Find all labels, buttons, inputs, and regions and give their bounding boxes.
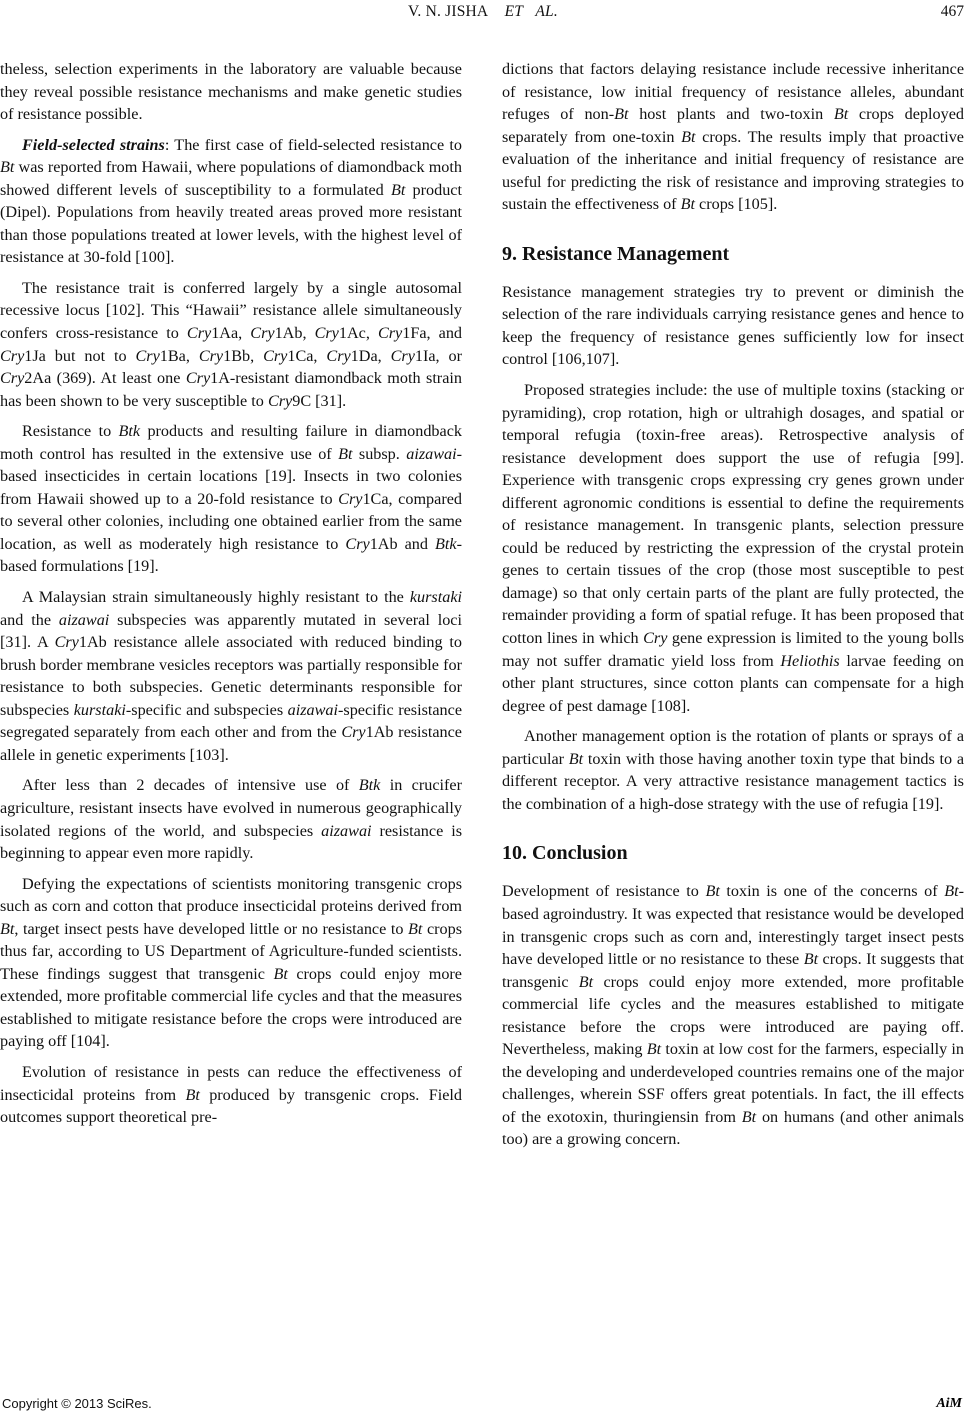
run-in-heading: Field-selected strains <box>22 135 165 154</box>
paragraph: dictions that factors delaying resistance include recessive inheritance of resistance, low initial frequency of resistance alleles, abundant refuges of non-Bt host plants and two-toxin Bt crops deployed separately from one-toxin Bt crops. The results imply that proactive evaluation of the inheritance and initial frequency of resistance are useful for predicting the risk of resistance and improving strategies to sustain the effectiveness of Bt crops [105]. <box>502 60 964 214</box>
running-head-authors: V. N. JISHA ET AL. <box>408 3 558 20</box>
paragraph: Resistance to Btk products and resulting failure in diamondback moth control has resulted in the extensive use of Bt subsp. aizawai-based insecticides in certain locations [19]. Insects in two colonies from Hawaii showed up to a 20-fold resistance to Cry1Ca, compared to several other colonies, including one obtained earlier from the same location, as well as moderately high resistance to Cry1Ab and Btk-based formulations [19]. <box>0 422 462 576</box>
paragraph: Proposed strategies include: the use of multiple toxins (stacking or pyramiding), crop rotation, high or ultrahigh dosages, and spatial or temporal refugia (toxin-free areas). Retrospective analysis of resistance development does support the use of refugia [99]. Experience with transgenic crops expressing cry genes grown under different agronomic conditions is essential to define the requirements of resistance management. In transgenic plants, selection pressure could be reduced by restricting the expression of the crystal protein genes to certain tissues of the crop (those most susceptible to pest damage) so that only certain parts of the plant are fully protected, the remainder providing a form of spatial refuge. It has been proposed that cotton lines in which Cry gene expression is limited to the young bolls may not suffer dramatic yield loss from Heliothis larvae feeding on other plant structures, since cotton plants can compensate for a high degree of pest damage [108]. <box>502 381 964 715</box>
paragraph: After less than 2 decades of intensive use of Btk in crucifer agriculture, resistant insects have evolved in numerous geographically isolated regions of the world, and subspecies aizawai resistance is beginning to appear even more rapidly. <box>0 776 462 863</box>
paragraph: The resistance trait is conferred largely by a single autosomal recessive locus [102]. This “Hawaii” resistance allele simultaneously confers cross-resistance to Cry1Aa, Cry1Ab, Cry1Ac, Cry1Fa, and Cry1Ja but not to Cry1Ba, Cry1Bb, Cry1Ca, Cry1Da, Cry1Ia, or Cry2Aa (369). At least one Cry1A-resistant diamondback moth strain has been shown to be very susceptible to Cry9C [31]. <box>0 278 463 410</box>
paragraph: Defying the expectations of scientists monitoring transgenic crops such as corn and cotton that produce insecticidal proteins derived from Bt, target insect pests have developed little or no resistance to Bt crops thus far, according to US Department of Agriculture-funded scientists. These findings suggest that transgenic Bt crops could enjoy more extended, more profitable commercial life cycles and that the measures established to mitigate resistance before the crops were introduced are paying off [104]. <box>0 874 463 1051</box>
paragraph-field-selected: Field-selected strains: The first case of field-selected resistance to Bt was reported from Hawaii, where populations of diamondback moth showed different levels of susceptibility to a formulated Bt product (Dipel). Populations from heavily treated areas proved more resistant than those populations treated at lower levels, with the highest level of resistance at 30-fold [100]. <box>0 135 462 267</box>
paragraph: Resistance management strategies try to prevent or diminish the selection of the rare individuals carrying resistance genes and hence to keep the frequency of resistance genes sufficiently low for insect control [106,107]. <box>502 282 964 369</box>
paragraph: theless, selection experiments in the laboratory are valuable because they reveal possible resistance mechanisms and make genetic studies of resistance possible. <box>0 60 462 124</box>
paragraph: Evolution of resistance in pests can reduce the effectiveness of insecticidal proteins from Bt produced by transgenic crops. Field outcomes support theoretical pre- <box>0 1062 462 1127</box>
left-column <box>0 58 462 1137</box>
page-number: 467 <box>940 3 964 20</box>
paragraph: A Malaysian strain simultaneously highly resistant to the kurstaki and the aizawai subspecies was apparently mutated in several loci [31]. A Cry1Ab resistance allele associated with reduced binding to brush border membrane vesicles receptors was partially responsible for resistance to both subspecies. Genetic determinants responsible for subspecies kurstaki-specific and subspecies aizawai-specific resistance segregated separately from each other and from the Cry1Ab resistance allele in genetic experiments [103]. <box>0 588 463 764</box>
right-column <box>502 58 964 1159</box>
journal-abbreviation: AiM <box>936 1396 962 1411</box>
running-header <box>0 0 966 28</box>
section-heading-conclusion: 10. Conclusion <box>502 842 628 865</box>
paragraph: Another management option is the rotation of plants or sprays of a particular Bt toxin with those having another toxin type that binds to a different receptor. A very attractive resistance management tactics is the combination of a high-dose strategy with the use of refugia [19]. <box>502 727 965 813</box>
paragraph: Development of resistance to Bt toxin is one of the concerns of Bt-based agroindustry. It was expected that resistance would be developed in transgenic crops such as corn and, interestingly target insect pests have developed little or no resistance to these Bt crops. It suggests that transgenic Bt crops could enjoy more extended, more profitable commercial life cycles and the measures established to mitigate resistance before the crops were introduced are paying off. Nevertheless, making Bt toxin at low cost for the farmers, especially in the developing and underdeveloped countries remains one of the major challenges, wherein SSF offers great potentials. In fact, the ill effects of the exotoxin, thuringiensin from Bt on humans (and other animals too) are a growing concern. <box>502 882 965 1149</box>
section-heading-resistance-management: 9. Resistance Management <box>502 242 730 265</box>
copyright-notice: Copyright © 2013 SciRes. <box>2 1396 152 1411</box>
page-footer <box>0 1396 966 1414</box>
